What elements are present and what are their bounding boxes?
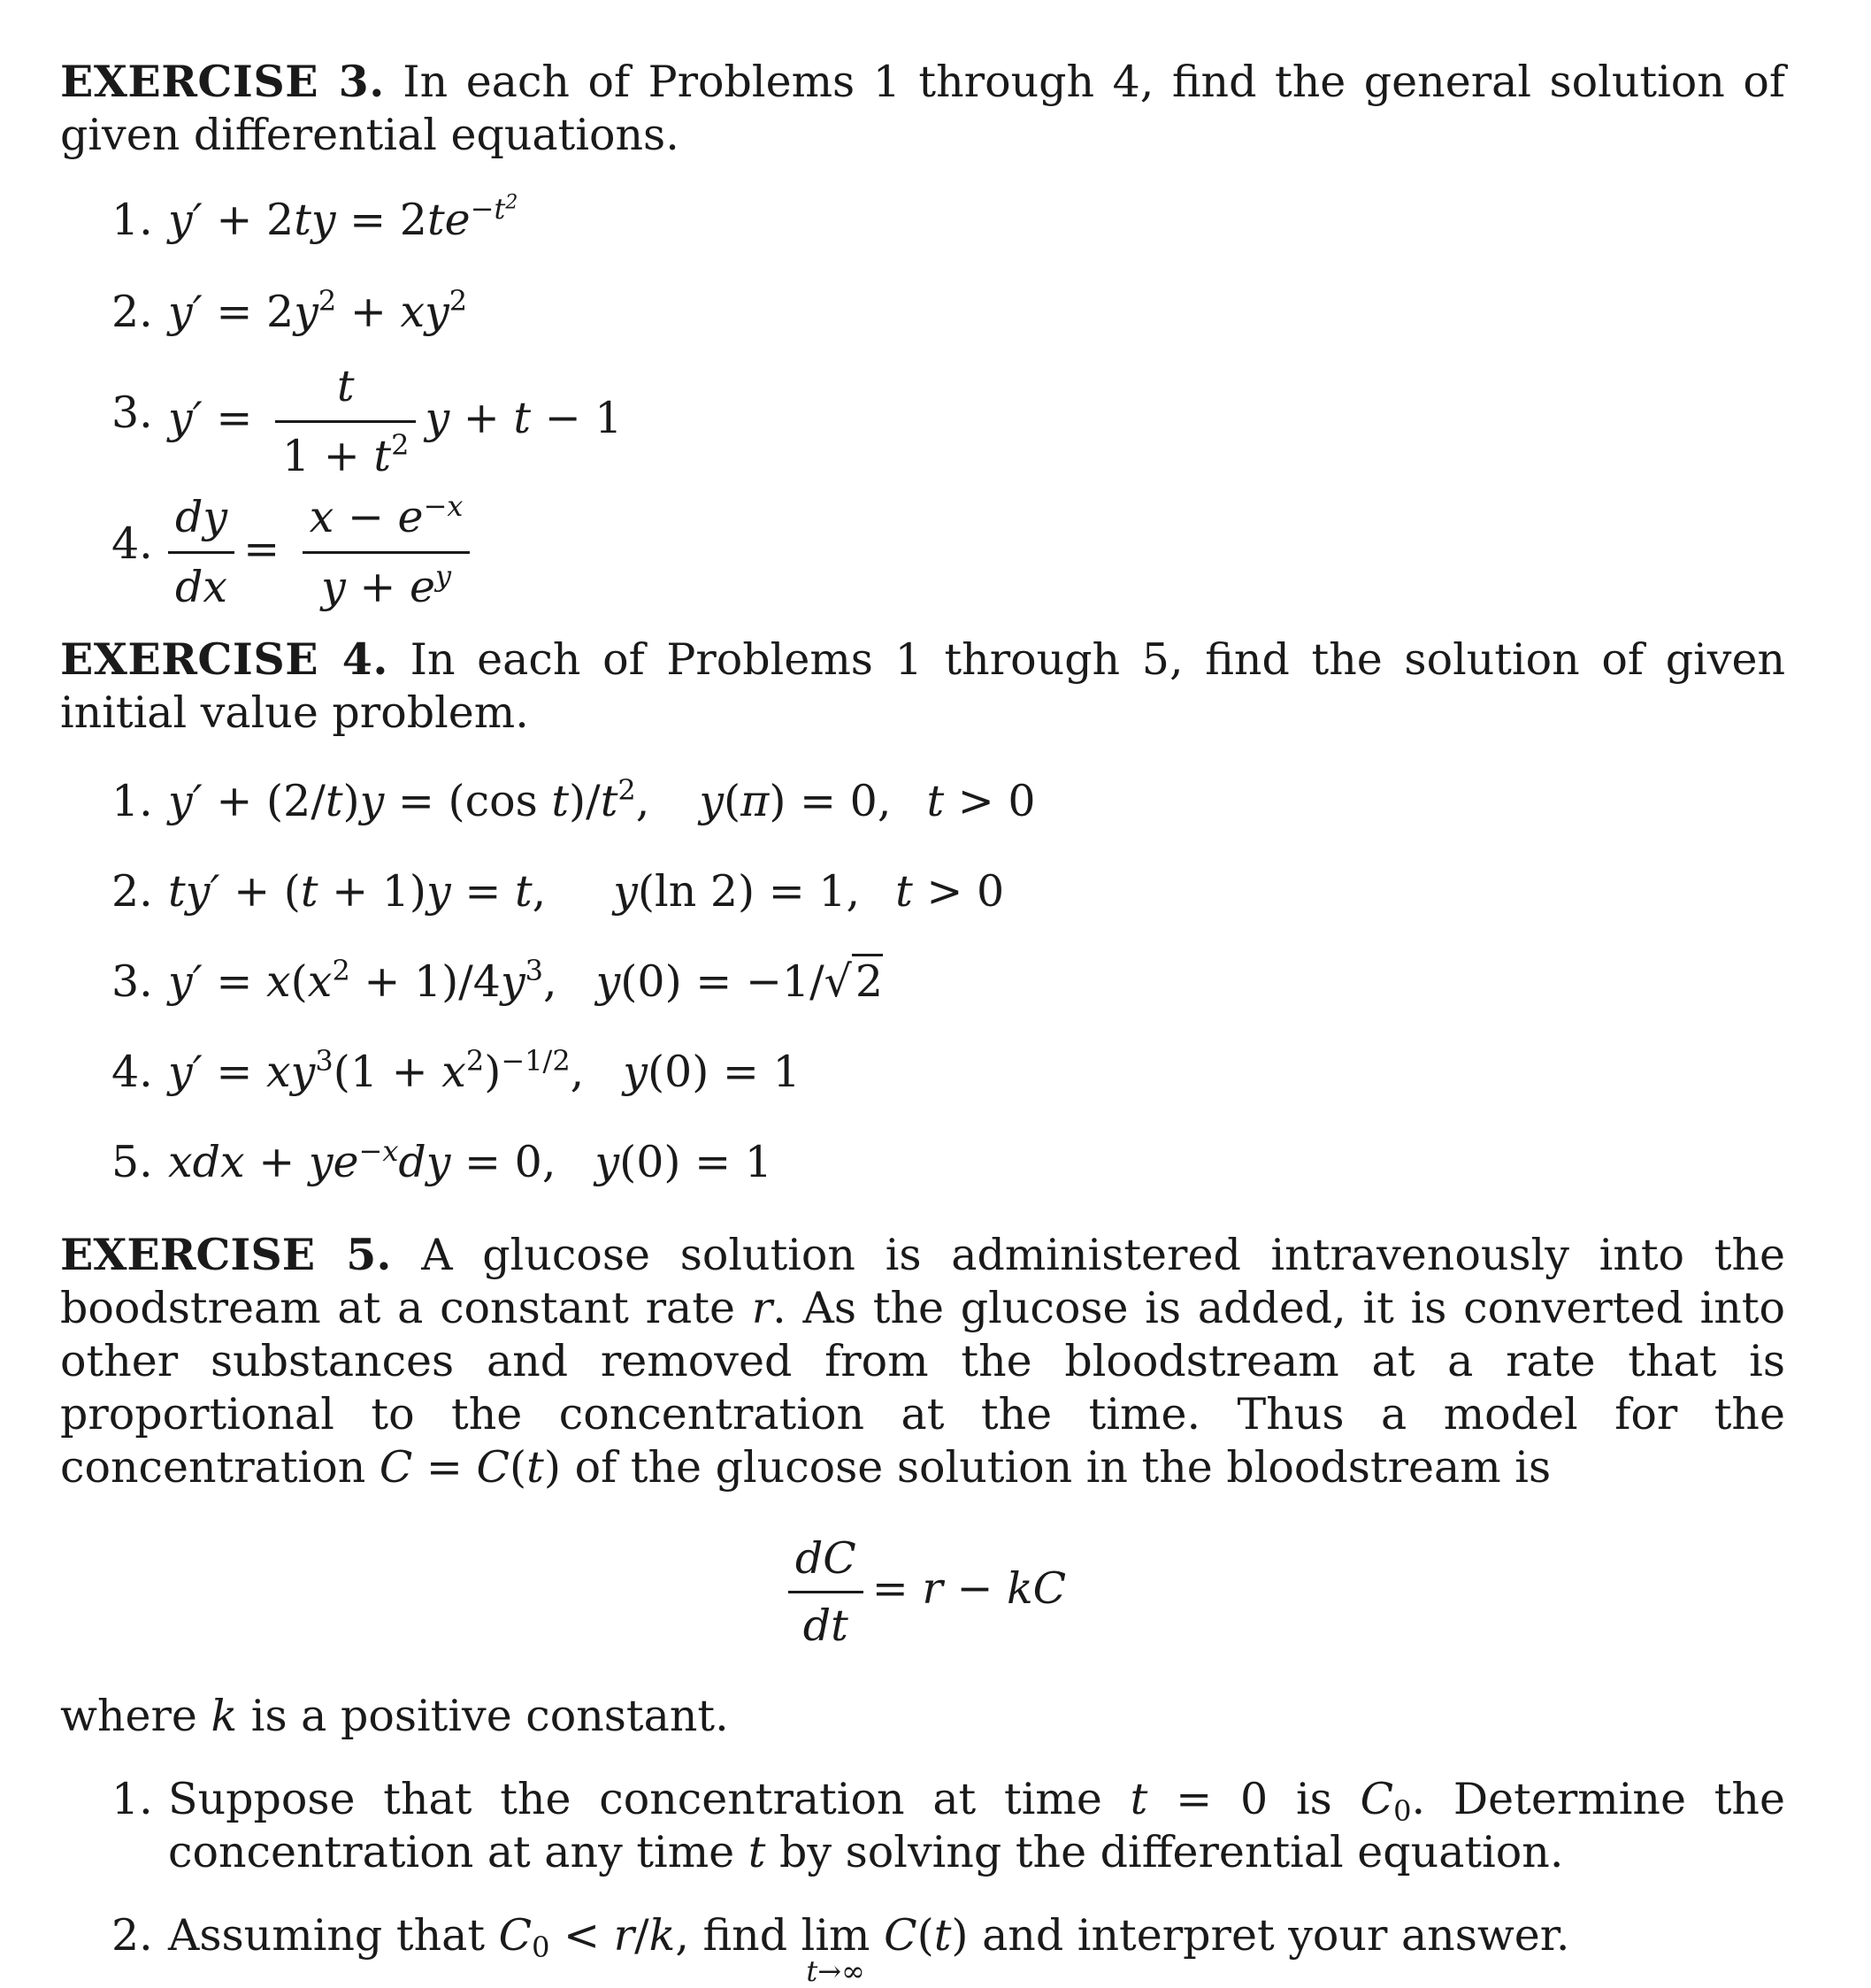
exercise-4-heading (60, 633, 1785, 740)
problem-item (60, 191, 1785, 247)
equation: $y' + 2ty = 2te^{-t^2}$ (168, 191, 518, 245)
exercise-5-label: EXERCISE 5. (60, 1229, 392, 1280)
equation: y′ + (2/t)y = (cos $t)/t^2$, y(π) = 0, t > 0 (168, 773, 1036, 826)
problem-item (60, 865, 1785, 918)
question-text: Determine the concentration at any time (168, 1774, 1785, 1877)
fraction: $\frac{dy}{dx}$ (168, 491, 234, 614)
where-text: where (60, 1691, 197, 1741)
exercise-5-intro-3: of the glucose solution in the bloodstream is (574, 1442, 1552, 1493)
document-page (60, 55, 1786, 1988)
exercise-4-problems (60, 775, 1785, 1189)
exercise-3-label: EXERCISE 3. (60, 56, 385, 107)
question-text: Suppose that the concentration at time (168, 1774, 1102, 1824)
question-item: 1. Suppose that the concentration at time t = 0 is $C_0$. Determine the concentration at any time t by solving the differential equation. (111, 1774, 1785, 1877)
equation: ty′ + (t + 1)y = t, y(ln 2) = 1, t > 0 (168, 866, 1005, 917)
question-text: by solving the differential equation. (779, 1827, 1564, 1877)
equation: $y' = x(x^2 + 1)/4y^3$, y(0) = −1/√2 (168, 954, 884, 1007)
problem-item (60, 1136, 1785, 1189)
problem-number: 2. (111, 287, 153, 337)
fraction: $\frac{dC}{dt}$ (788, 1533, 863, 1651)
exercise-5-intro-2: As the glucose is added, it is converted into other substances and removed from the bloodstream at a rate that is proportional to the concentration at the time. Thus a model for the concentration (60, 1283, 1785, 1493)
equation: $\frac{dy}{dx}$ = $\frac{x - e^{-x}}{y + e^y}$ (168, 524, 479, 574)
exercise-4-label: EXERCISE 4. (60, 633, 388, 685)
problem-item (60, 775, 1785, 828)
equation: xdx + $ye^{-x}dy = 0$, y(0) = 1 (168, 1134, 772, 1187)
problem-number: 3. (111, 388, 153, 438)
problem-number: 3. (111, 956, 153, 1007)
where-text-2: is a positive constant. (250, 1691, 729, 1741)
problem-item (60, 956, 1785, 1009)
question-text: and interpret your answer. (982, 1910, 1570, 1961)
question-text: is (1296, 1774, 1332, 1824)
exercise-5-questions (60, 1773, 1785, 1988)
exercise-3-heading (60, 55, 1785, 162)
problem-number: 4. (111, 1047, 153, 1097)
equation: y′ = $\frac{t}{1 + t^2}$ y + t − 1 (168, 361, 623, 481)
exercise-3-problems (60, 191, 1785, 612)
problem-item (60, 286, 1785, 339)
question-text: find (702, 1910, 788, 1961)
problem-item (60, 489, 1785, 612)
exercise-5-intro-1: A glucose solution is administered intravenously into the boodstream at a constant rate (60, 1230, 1785, 1333)
problem-item (60, 360, 1785, 481)
question-number: 2. (111, 1910, 153, 1961)
problem-number: 1. (111, 776, 153, 826)
equation: $y' = xy^3(1 + x^2)^{-1/2}$, y(0) = 1 (168, 1044, 801, 1097)
display-equation: $\frac{dC}{dt}$ = r − kC (60, 1533, 1785, 1651)
exercise-4-intro: In each of Problems 1 through 5, find the solution of given initial value problem. (60, 634, 1785, 738)
fraction: $\frac{t}{1 + t^2}$ (275, 360, 416, 483)
question-number: 1. (111, 1774, 153, 1824)
where-clause: where k is a positive constant. (60, 1691, 729, 1741)
problem-number: 4. (111, 518, 153, 569)
problem-item (60, 1046, 1785, 1099)
question-item: 2. Assuming that $C_0 < r/k$, find lim t→∞ C(t) and interpret your answer. (111, 1910, 1570, 1988)
exercise-5-heading: EXERCISE 5. A glucose solution is administered intravenously into the boodstream at a constant rate r. As the glucose is added, it is converted into other substances and removed from the bloodstream at a rate that is proportional to the concentration at the time. Thus a model for the concentration C = C(t) of the glucose solution in the bloodstream is (60, 1229, 1785, 1493)
problem-number: 2. (111, 866, 153, 917)
equation: $y' = 2y^2 + xy^2$ (168, 284, 468, 337)
question-text: Assuming that (168, 1910, 486, 1961)
exercise-3-intro: In each of Problems 1 through 4, find the general solution of given differential equations. (60, 57, 1786, 160)
limit-expression: lim t→∞ (801, 1910, 870, 1988)
problem-number: 5. (111, 1137, 153, 1187)
problem-number: 1. (111, 195, 153, 245)
fraction: $\frac{x - e^{-x}}{y + e^y}$ (303, 491, 471, 614)
